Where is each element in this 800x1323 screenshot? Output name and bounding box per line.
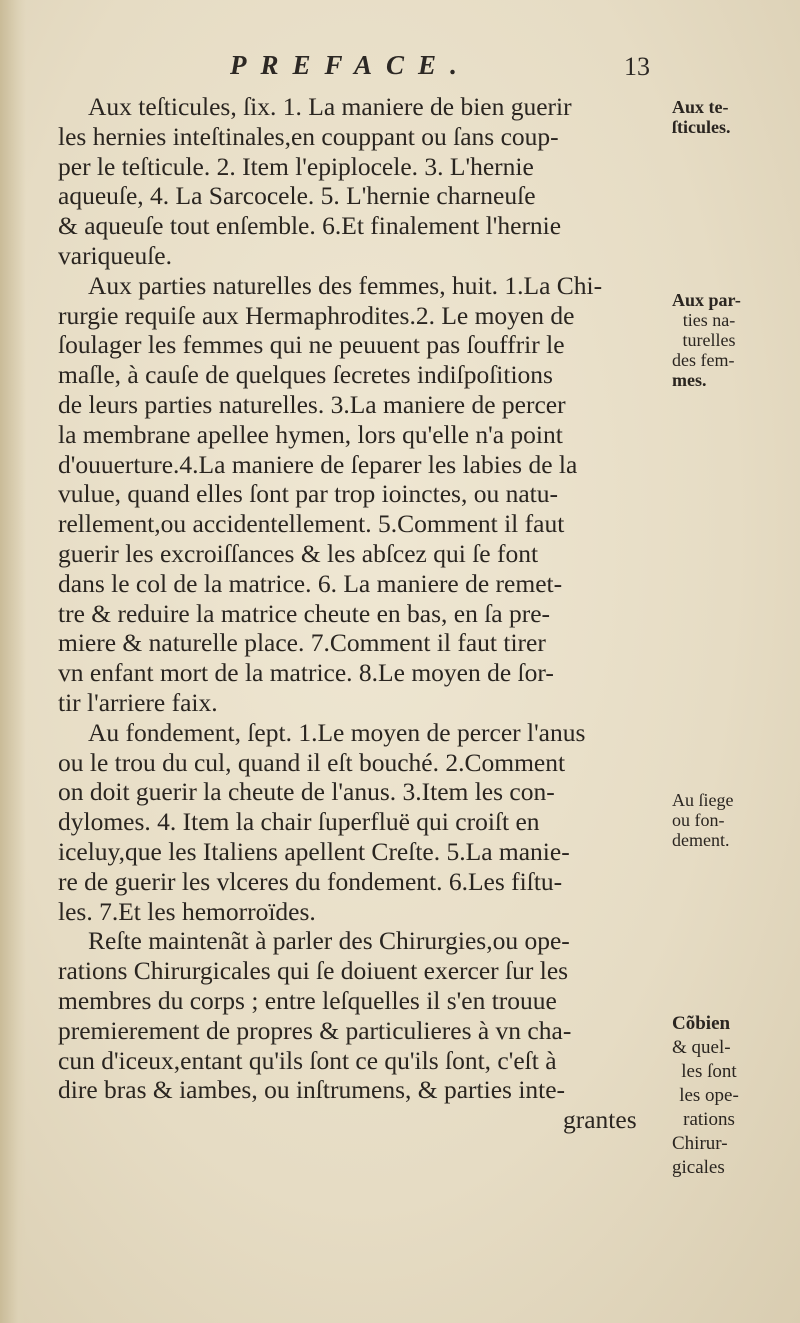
- text-line: de leurs parties naturelles. 3.La maniere de percer: [58, 389, 566, 419]
- margin-note-line: Au ſiege: [672, 790, 734, 810]
- text-line: miere & naturelle place. 7.Comment il faut tirer: [58, 628, 546, 658]
- margin-note-parties-naturelles: [672, 290, 792, 390]
- text-line: membres du corps ; entre leſquelles il s'en trouue: [58, 985, 557, 1015]
- text-line: variqueuſe.: [58, 240, 172, 270]
- text-line: tre & reduire la matrice cheute en bas, en ſa pre-: [58, 598, 551, 628]
- catchword: grantes: [563, 1105, 637, 1135]
- text-line: rations Chirurgicales qui ſe doiuent exercer ſur les: [58, 956, 569, 986]
- text-line: dans le col de la matrice. 6. La maniere de remet-: [58, 568, 563, 598]
- margin-note-line: turelles: [682, 330, 736, 350]
- margin-note-line: Cõbien: [672, 1013, 731, 1034]
- page-gutter-shadow: [0, 0, 26, 1323]
- text-line: vn enfant mort de la matrice. 8.Le moyen de ſor-: [58, 658, 554, 688]
- margin-note-operations: [672, 1012, 792, 1180]
- text-line: re de guerir les vlceres du fondement. 6.Les fiſtu-: [58, 866, 563, 896]
- margin-note-line: les ope-: [679, 1085, 739, 1106]
- margin-note-testicules: [672, 97, 792, 137]
- text-line: iceluy,que les Italiens apellent Creſte. 5.La manie-: [58, 836, 570, 866]
- text-line: ſoulager les femmes qui ne peuuent pas ſouffrir le: [58, 330, 565, 360]
- paragraph-parties-naturelles: [58, 271, 668, 718]
- running-head-title: PREFACE.: [230, 50, 471, 80]
- text-line: Reſte maintenãt à parler des Chirurgies,ou ope-: [88, 926, 570, 956]
- text-line: rurgie requiſe aux Hermaphrodites.2. Le moyen de: [58, 300, 575, 330]
- margin-note-line: Aux te-: [672, 97, 729, 117]
- margin-note-line: dement.: [672, 830, 730, 850]
- margin-note-line: ſticules.: [672, 117, 731, 137]
- text-line: Aux parties naturelles des femmes, huit. 1.La Chi-: [88, 270, 603, 300]
- text-line: Aux teſticules, ſix. 1. La maniere de bien guerir: [88, 92, 572, 121]
- margin-note-line: Aux par-: [672, 290, 741, 310]
- margin-note-line: rations: [683, 1109, 735, 1130]
- paragraph-operations: [58, 926, 668, 1135]
- paragraph-fondement: [58, 718, 668, 927]
- text-line: per le teſticule. 2. Item l'epiplocele. 3. L'hernie: [58, 151, 534, 181]
- margin-note-fondement: [672, 790, 792, 850]
- text-line: & aqueuſe tout enſemble. 6.Et finalement l'hernie: [58, 211, 562, 241]
- margin-note-line: & quel-: [672, 1037, 731, 1058]
- text-line: dylomes. 4. Item la chair ſuperfluë qui croiſt en: [58, 807, 540, 837]
- text-line: cun d'iceux,entant qu'ils ſont ce qu'ils ſont, c'eſt à: [58, 1045, 557, 1075]
- margin-note-line: Chirur-: [672, 1133, 728, 1154]
- margin-note-line: gicales: [672, 1157, 725, 1178]
- text-line: Au fondement, ſept. 1.Le moyen de percer l'anus: [88, 717, 586, 747]
- text-line: tir l'arriere faix.: [58, 687, 218, 717]
- margin-note-line: mes.: [672, 370, 707, 390]
- text-line: on doit guerir la cheute de l'anus. 3.Item les con-: [58, 777, 555, 807]
- text-line: aqueuſe, 4. La Sarcocele. 5. L'hernie charneuſe: [58, 181, 536, 211]
- text-line: rellement,ou accidentellement. 5.Comment il faut: [58, 509, 565, 539]
- running-head: [230, 50, 650, 86]
- page-number: 13: [624, 52, 650, 81]
- text-line: dire bras & iambes, ou inſtrumens, & parties inte-: [58, 1075, 566, 1105]
- text-line: la membrane apellee hymen, lors qu'elle n'a point: [58, 419, 563, 449]
- margin-note-line: ties na-: [682, 310, 736, 330]
- text-line: maſle, à cauſe de quelques ſecretes indiſpoſitions: [58, 360, 553, 390]
- margin-note-line: les ſont: [681, 1061, 737, 1082]
- text-line: les hernies inteſtinales,en couppant ou ſans coup-: [58, 121, 559, 151]
- text-line: les. 7.Et les hemorroïdes.: [58, 896, 316, 926]
- margin-note-line: ou fon-: [672, 810, 725, 830]
- text-line: vulue, quand elles ſont par trop ioinctes, ou natu-: [58, 479, 558, 509]
- body-text: [58, 92, 668, 1135]
- text-line: d'ouuerture.4.La maniere de ſeparer les labies de la: [58, 449, 578, 479]
- text-line: ou le trou du cul, quand il eſt bouché. 2.Comment: [58, 747, 566, 777]
- text-line: guerir les excroiſſances & les abſcez qui ſe font: [58, 538, 539, 568]
- margin-note-line: des fem-: [672, 350, 735, 370]
- paragraph-testicules: [58, 92, 668, 271]
- text-line: premierement de propres & particulieres à vn cha-: [58, 1015, 572, 1045]
